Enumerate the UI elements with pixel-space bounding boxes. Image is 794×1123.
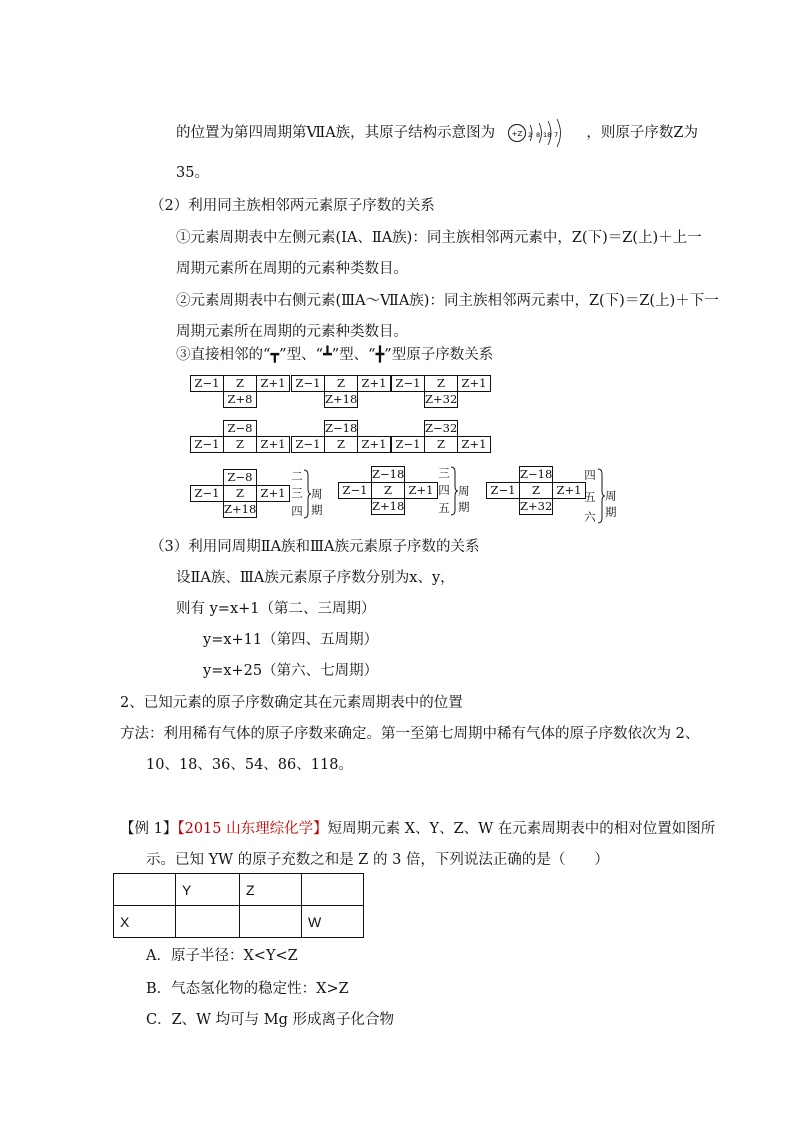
text-position-before: 的位置为第四周期第ⅦA族，其原子结构示意图为 <box>176 125 496 141</box>
cell-below: Z+32 <box>425 392 458 406</box>
cell-center: Z <box>424 375 458 392</box>
cell-below: Z+8 <box>223 391 257 408</box>
cell-left: Z−1 <box>190 436 224 453</box>
cell-below: Z+32 <box>520 499 553 513</box>
text-line-position <box>176 118 698 148</box>
cell-left: Z−1 <box>291 375 325 392</box>
t-shape-up-icon: ┻ <box>322 346 332 363</box>
cell-left: Z−1 <box>486 482 520 499</box>
period-label: 五 <box>584 490 596 504</box>
method-line-a: 方法：利用稀有气体的原子序数来确定。第一至第七周期中稀有气体的原子序数依次为 2、 <box>120 726 700 742</box>
period-label: 二 <box>291 469 303 483</box>
cell-center: Z <box>519 482 553 499</box>
cell-left: Z−1 <box>391 436 425 453</box>
text-position-after: ，则原子序数Z为 <box>586 125 698 141</box>
cell-center: Z <box>371 482 405 499</box>
example-line-a <box>120 819 715 839</box>
atom-structure-diagram <box>506 118 576 148</box>
period-word: 周期 <box>311 487 323 517</box>
period-word: 周期 <box>458 484 470 514</box>
right-brace-icon <box>450 466 458 516</box>
cell-center: Z <box>324 375 358 392</box>
period-label: 三 <box>438 466 450 480</box>
option-b: B．气态氢化物的稳定性：X>Z <box>146 981 349 997</box>
rule2-line-a: ②元素周期表中右侧元素(ⅢA～ⅦA族)：同主族相邻两元素中，Z(下)＝Z(上)＋下一 <box>176 293 719 309</box>
example-label: 【例 1】 <box>120 821 178 837</box>
part2-title: 2、已知元素的原子序数确定其在元素周期表中的位置 <box>120 695 463 711</box>
cell-right: Z+1 <box>457 436 491 453</box>
t-shape-down-icon: ┳ <box>270 346 280 363</box>
example-text-a: 短周期元素 X、Y、Z、W 在元素周期表中的相对位置如图所 <box>327 821 716 837</box>
period-label: 四 <box>438 483 450 497</box>
rule3-mid1: ”型、“ <box>279 347 323 363</box>
table-cell: Y <box>176 874 240 906</box>
example-source: 【2015 山东理综化学】 <box>177 821 328 837</box>
table-cell: W <box>302 906 364 938</box>
cell-right: Z+1 <box>357 436 391 453</box>
cell-below: Z+18 <box>224 502 257 516</box>
rule3-prefix: ③直接相邻的“ <box>176 347 271 363</box>
cell-right: Z+1 <box>256 375 290 392</box>
section3-line3: y=x+11（第四、五周期） <box>203 632 379 648</box>
cell-right: Z+1 <box>457 375 491 392</box>
rule3-suffix: ”型原子序数关系 <box>384 347 494 363</box>
cell-above: Z−18 <box>325 421 358 435</box>
cell-left: Z−1 <box>391 375 425 392</box>
periodic-position-table <box>113 873 364 938</box>
cell-left: Z−1 <box>190 485 224 502</box>
cell-right: Z+1 <box>357 375 391 392</box>
rule2-line-b: 周期元素所在周期的元素种类数目。 <box>176 324 408 340</box>
table-cell: Z <box>240 874 302 906</box>
rule3-line <box>176 345 493 365</box>
period-word: 周期 <box>605 489 617 519</box>
period-label: 三 <box>291 486 303 500</box>
table-cell: X <box>114 906 176 938</box>
method-line-b: 10、18、36、54、86、118。 <box>146 757 353 773</box>
cell-center: Z <box>424 436 458 453</box>
cell-left: Z−1 <box>190 375 224 392</box>
section3-title: （3）利用同周期ⅡA族和ⅢA族元素原子序数的关系 <box>150 539 480 555</box>
section2-title: （2）利用同主族相邻两元素原子序数的关系 <box>150 198 435 214</box>
table-cell <box>176 906 240 938</box>
cell-right: Z+1 <box>552 482 586 499</box>
rule3-mid2: ”型、“ <box>331 347 376 363</box>
rule1-line-b: 周期元素所在周期的元素种类数目。 <box>176 261 408 277</box>
svg-text:7: 7 <box>553 131 558 139</box>
cell-center: Z <box>223 375 257 392</box>
right-brace-icon <box>597 468 605 524</box>
option-a: A．原子半径：X<Y<Z <box>146 948 298 964</box>
cell-above: Z−32 <box>425 421 458 435</box>
table-cell <box>114 874 176 906</box>
cell-above: Z−18 <box>520 467 553 481</box>
cell-below: Z+18 <box>372 499 405 513</box>
cell-right: Z+1 <box>256 436 290 453</box>
period-label: 六 <box>584 510 596 524</box>
cross-shape-icon: ╋ <box>375 346 385 363</box>
right-brace-icon <box>303 469 311 519</box>
text-line-answer: 35。 <box>176 165 209 181</box>
cell-center: Z <box>223 485 257 502</box>
cell-above: Z−8 <box>223 469 257 486</box>
cell-center: Z <box>324 436 358 453</box>
cell-above: Z−8 <box>223 420 257 437</box>
svg-text:18: 18 <box>542 131 552 139</box>
cell-above: Z−18 <box>372 467 405 481</box>
option-c: C．Z、W 均可与 Mg 形成离子化合物 <box>146 1012 395 1028</box>
svg-text:8: 8 <box>535 131 540 139</box>
table-row <box>114 874 364 906</box>
cell-right: Z+1 <box>256 485 290 502</box>
svg-text:2: 2 <box>527 131 532 139</box>
period-label: 四 <box>584 468 596 482</box>
section3-line2: 则有 y=x+1（第二、三周期） <box>176 601 376 617</box>
table-cell <box>302 874 364 906</box>
section3-line4: y=x+25（第六、七周期） <box>203 663 379 679</box>
rule1-line-a: ①元素周期表中左侧元素(ⅠA、ⅡA族)：同主族相邻两元素中，Z(下)＝Z(上)＋上一 <box>176 230 702 246</box>
table-cell <box>240 906 302 938</box>
svg-text:+Z: +Z <box>511 130 523 138</box>
period-label: 四 <box>291 504 303 518</box>
table-row <box>114 906 364 938</box>
cell-center: Z <box>223 436 257 453</box>
cell-below: Z+18 <box>325 392 358 406</box>
period-label: 五 <box>438 501 450 515</box>
section3-line1: 设ⅡA族、ⅢA族元素原子序数分别为x、y， <box>176 570 455 586</box>
cell-left: Z−1 <box>338 482 372 499</box>
cell-left: Z−1 <box>291 436 325 453</box>
example-line-b: 示。已知 YW 的原子充数之和是 Z 的 3 倍，下列说法正确的是（ ） <box>146 852 609 868</box>
cell-right: Z+1 <box>404 482 438 499</box>
